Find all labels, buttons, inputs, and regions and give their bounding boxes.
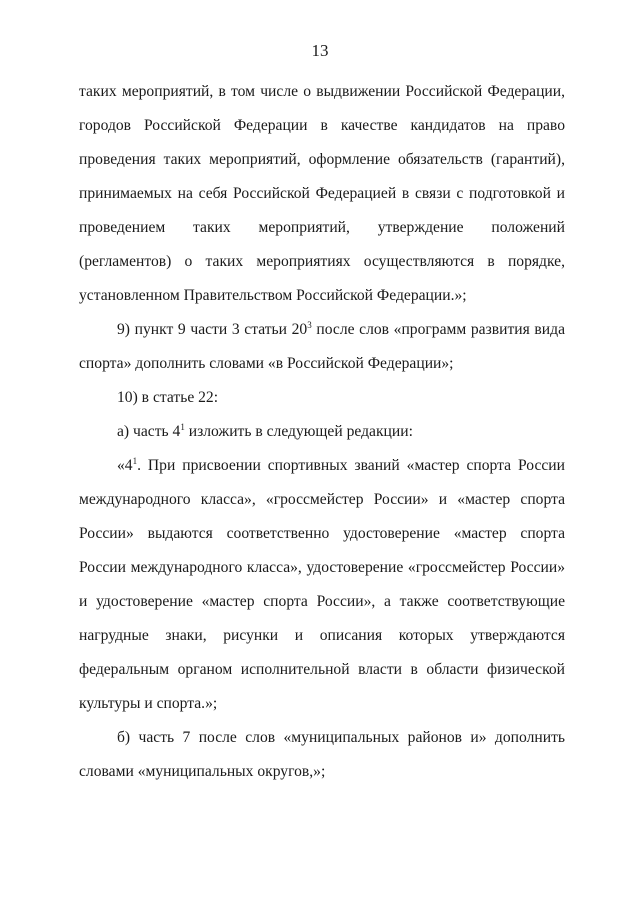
paragraph-text-end: изложить в следующей редакции: — [184, 423, 413, 440]
paragraph-item-10: 10) в статье 22: — [117, 389, 219, 406]
document-body — [79, 75, 565, 789]
paragraph-item-10b: б) часть 7 после слов «муниципальных районов и» дополнить словами «муниципальных округов,»; — [79, 729, 565, 780]
paragraph-item-9 — [79, 313, 565, 381]
paragraph-quoted-amendment — [79, 449, 565, 721]
paragraph-text-start: а) часть 4 — [117, 423, 181, 440]
page-number: 13 — [311, 41, 329, 60]
superscript: 1 — [180, 422, 185, 432]
paragraph-text-start: «4 — [117, 457, 133, 474]
paragraph-continuation: таких мероприятий, в том числе о выдвижении Российской Федерации, городов Российской Федерации в качестве кандидатов на право проведения таких мероприятий, оформление обязательств (гарантий), принимаемых на себя Российской Федерацией в связи с подготовкой и проведением таких мероприятий, утверждение положений (регламентов) о таких мероприятиях осуществляются в порядке, установленном Правительством Российской Федерации.»; — [79, 83, 565, 304]
paragraph-text-start: 9) пункт 9 части 3 статьи 20 — [117, 321, 308, 338]
superscript: 3 — [307, 320, 312, 330]
paragraph-text-end: после слов «программ развития вида спорта» дополнить словами «в Российской Федерации»; — [79, 321, 565, 372]
paragraph-text-end: . При присвоении спортивных званий «мастер спорта России международного класса», «гроссмейстер России» и «мастер спорта России» выдаются соответственно удостоверение «мастер спорта России международного класса», удостоверение «гроссмейстер России» и удостоверение «мастер спорта России», а также соответствующие нагрудные знаки, рисунки и описания которых утверждаются федеральным органом исполнительной власти в области физической культуры и спорта.»; — [79, 457, 565, 712]
superscript: 1 — [132, 456, 138, 466]
paragraph-item-10a — [79, 415, 565, 449]
